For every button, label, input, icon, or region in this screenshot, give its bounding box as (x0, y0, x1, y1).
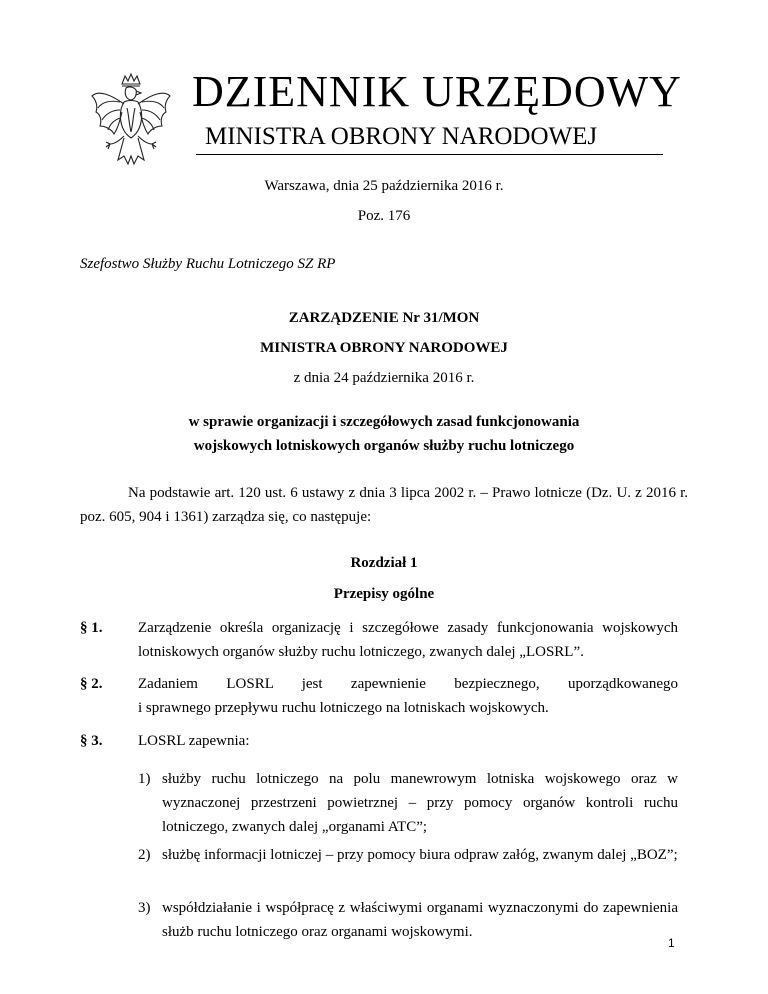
paragraph-1-number: § 1. (80, 620, 103, 636)
paragraph-2-number: § 2. (80, 676, 103, 692)
order-authority: MINISTRA OBRONY NARODOWEJ (260, 340, 508, 356)
chapter-number: Rozdział 1 (350, 555, 418, 571)
paragraph-2-text (138, 672, 678, 720)
paragraph-2-line-2: i sprawnego przepływu ruchu lotniczego na lotniskach wojskowych. (138, 700, 549, 716)
list-item-3-text: współdziałanie i współpracę z właściwymi organami wyznaczonymi do zapewnienia służb ruchu lotniczego oraz organami wojskowymi. (162, 900, 678, 940)
paragraph-3-text: LOSRL zapewnia: (138, 733, 250, 749)
list-item-1-text: służby ruchu lotniczego na polu manewrowym lotniska wojskowego oraz w wyznaczonej przestrzeni powietrznej – przy pomocy organów kontroli ruchu lotniczego, zwanych dalej „organami ATC”; (162, 771, 678, 835)
paragraph-1-text: Zarządzenie określa organizację i szczegółowe zasady funkcjonowania wojskowych lotniskowych organów służby ruchu lotniczego, zwanych dalej „LOSRL”. (138, 620, 678, 660)
order-date: z dnia 24 października 2016 r. (293, 370, 475, 386)
publication-date: Warszawa, dnia 25 października 2016 r. (264, 178, 504, 194)
list-item-2-number: 2) (138, 847, 151, 863)
masthead-divider (196, 154, 663, 155)
order-title: ZARZĄDZENIE Nr 31/MON (288, 310, 480, 326)
paragraph-3-number: § 3. (80, 733, 103, 749)
position-number: Poz. 176 (357, 208, 411, 224)
issuer: Szefostwo Służby Ruchu Lotniczego SZ RP (80, 256, 336, 272)
masthead-subtitle: MINISTRA OBRONY NARODOWEJ (205, 123, 598, 150)
paragraph-2-line-1: Zadaniem LOSRL jest zapewnienie bezpiecznego, uporządkowanego (138, 676, 678, 692)
masthead-title: DZIENNIK URZĘDOWY (192, 67, 682, 116)
chapter-name: Przepisy ogólne (333, 586, 435, 602)
order-subject-line-2: wojskowych lotniskowych organów służby ruchu lotniczego (193, 438, 575, 454)
crowned-eagle-emblem-icon (88, 72, 174, 170)
preamble: Na podstawie art. 120 ust. 6 ustawy z dnia 3 lipca 2002 r. – Prawo lotnicze (Dz. U. z 2016 r. poz. 605, 904 i 1361) zarządza się, co następuje: (80, 485, 688, 525)
order-subject-line-1: w sprawie organizacji i szczegółowych zasad funkcjonowania (188, 414, 580, 430)
list-item-1-number: 1) (138, 771, 151, 787)
page-number: 1 (668, 936, 675, 950)
list-item-2-text: służbę informacji lotniczej – przy pomocy biura odpraw załóg, zwanym dalej „BOZ”; (162, 847, 678, 863)
list-item-3-number: 3) (138, 900, 151, 916)
order-subject (80, 410, 688, 458)
